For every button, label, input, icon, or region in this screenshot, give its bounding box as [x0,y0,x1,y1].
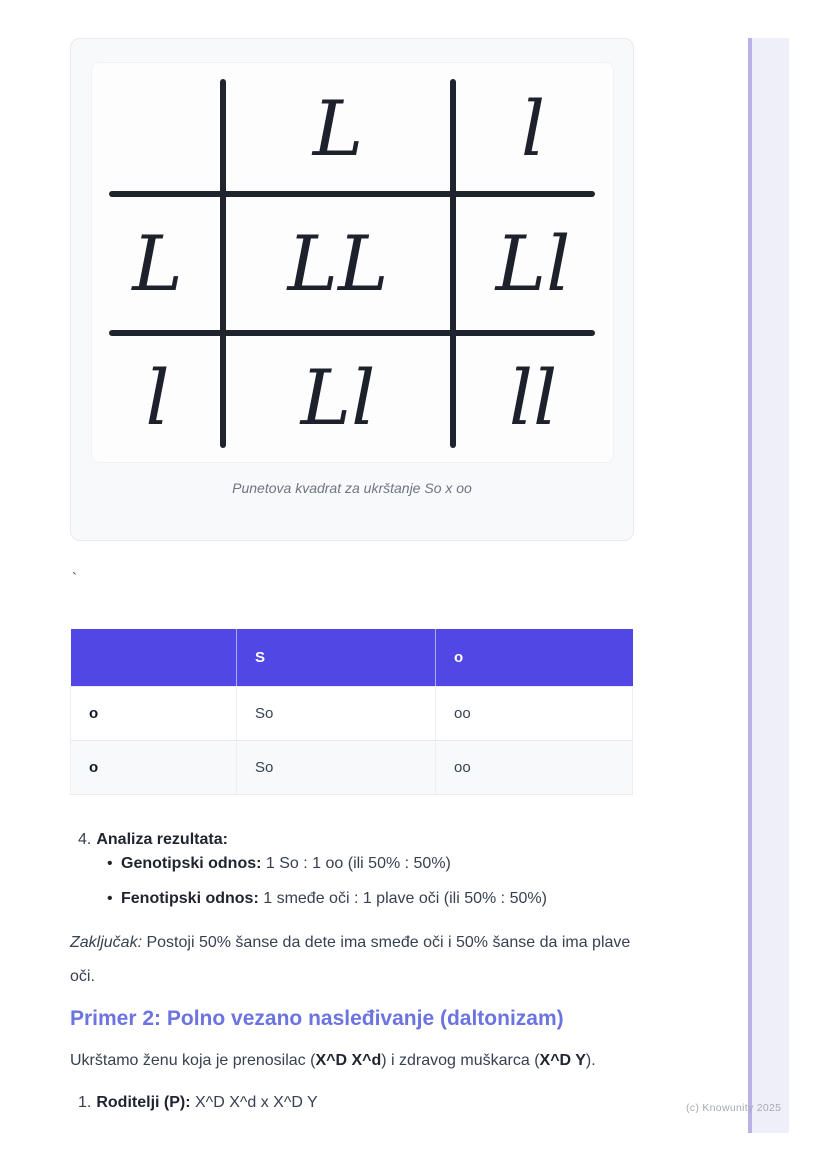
bullet-text: 1 smeđe oči : 1 plave oči (ili 50% : 50%) [258,889,547,907]
bullet-text: 1 So : 1 oo (ili 50% : 50%) [261,854,451,872]
table-cell: oo [436,686,633,740]
punnett-row-header: L [132,218,183,308]
punnett-cell: ll [508,352,558,442]
bullet-item-phenotype [70,887,634,911]
punnett-horizontal-line [109,191,595,197]
row-label-cell: o [71,740,237,794]
next-page-edge-panel [752,38,789,1133]
document-content [70,0,634,1115]
table-cell: So [237,740,436,794]
punnett-row-header: l [145,352,170,442]
parents-list-item [70,1091,634,1115]
list-number: 4. [78,830,92,848]
stray-backtick-text: ` [72,570,77,587]
punnett-vertical-line [220,79,226,448]
intro-paragraph [70,1049,634,1073]
punnett-col-header: l [520,83,546,173]
table-header-cell-o: o [436,629,633,686]
conclusion-text: Postoji 50% šanse da dete ima smeđe oči i 50% šanse da ima plave oči. [70,933,631,985]
table-header-cell-empty [71,629,237,686]
list-number: 1. [78,1093,92,1111]
parents-text: X^D X^d x X^D Y [190,1093,318,1111]
punnett-cell: Ll [300,352,376,442]
conclusion-paragraph [70,926,634,994]
punnett-corner-cell [92,63,223,194]
bullet-bold-label: Genotipski odnos: [121,854,262,872]
genotype-bold: X^D X^d [315,1051,382,1069]
analysis-title-line [70,828,634,852]
figure-caption: Punetova kvadrat za ukrštanje So x oo [232,480,472,496]
bullet-bold-label: Fenotipski odnos: [121,889,259,907]
parents-label: Roditelji (P): [96,1093,191,1111]
copyright-watermark: (c) Knowunity 2025 [686,1102,782,1114]
punnett-cell: Ll [495,218,571,308]
table-cell: oo [436,740,633,794]
table-header-row [71,629,633,686]
punnett-horizontal-line [109,330,595,336]
cross-result-table [70,629,633,795]
table-header-cell-s: S [237,629,436,686]
conclusion-label: Zaključak: [70,933,143,951]
page-scroll-divider[interactable] [748,38,752,1133]
punnett-grid [92,63,613,462]
bullet-icon: • [107,854,113,872]
intro-text: Ukrštamo ženu koja je prenosilac ( [70,1051,316,1069]
analysis-title: Analiza rezultata: [96,830,228,848]
punnett-cell: LL [287,218,389,308]
intro-text: ) i zdravog muškarca ( [381,1051,540,1069]
table-cell: So [237,686,436,740]
table-row [71,686,633,740]
row-label-cell: o [71,686,237,740]
punnett-vertical-line [450,79,456,448]
analysis-section [70,828,634,911]
punnett-square-image [91,62,614,463]
table-row [71,740,633,794]
punnett-figure-card [70,38,634,541]
genotype-bold: X^D Y [539,1051,586,1069]
bullet-item-genotype [70,852,634,876]
section-heading-primer-2: Primer 2: Polno vezano nasleđivanje (daltonizam) [70,1006,564,1030]
punnett-col-header: L [312,83,364,173]
bullet-icon: • [107,889,113,907]
intro-text: ). [585,1051,596,1069]
